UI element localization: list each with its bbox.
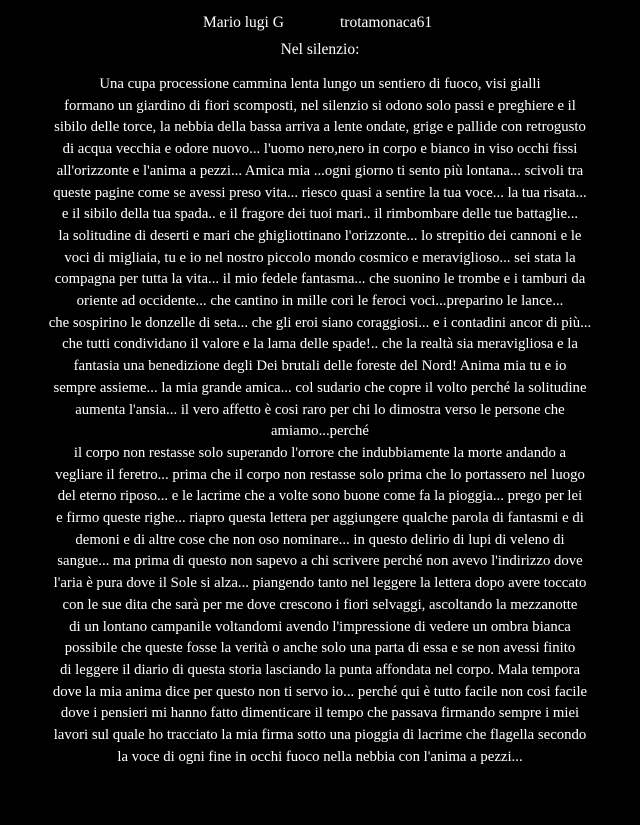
header [0,12,640,34]
poem-line: del eterno riposo... e le lacrime che a volte sono buone come fa la pioggia... prego per lei [57,488,583,505]
poem-title: Nel silenzio: [280,41,360,58]
poem-line: che sospirino le donzelle di seta... che gli eroi siano coraggiosi... e i contadini ancor di più... [48,314,592,331]
author-name: Mario lugi G [203,14,284,31]
poem-line: fantasia una benedizione degli Dei brutali delle foreste del Nord! Anima mia tu e io [73,358,567,375]
poem-line: la voce di ogni fine in occhi fuoco nella nebbia con l'anima a pezzi... [117,748,523,765]
poem-line: con le sue dita che sarà per me dove crescono i fiori selvaggi, ascoltando la mezzanotte [62,596,578,613]
poem-line: sibilo delle torce, la nebbia della bassa arriva a lente ondate, grige e pallide con retrogusto [54,119,586,136]
poem-line: che tutti condividano il valore e la lama delle spade!.. che la realtà sia meravigliosa e la [62,336,578,353]
poem-line: di un lontano campanile voltandomi avendo l'impressione di vedere un ombra bianca [69,618,571,635]
poem-line: amiamo...perché [271,423,369,440]
poem-line: oriente ad occidente... che cantino in mille cori le feroci voci...preparino le lance... [76,293,564,310]
poem-line: la solitudine di deserti e mari che ghigliottinano l'orizzonte... lo strepitio dei cannoni e le [58,227,582,244]
poem-line: Una cupa processione cammina lenta lungo un sentiero di fuoco, visi gialli [99,76,541,92]
poem-line: di leggere il diario di questa storia lasciando la punta affondata nel corpo. Mala tempora [59,661,581,678]
poem-body [0,74,640,769]
poem-line: sangue... ma prima di questo non sapevo a chi scrivere perché non avevo l'indirizzo dove [57,553,583,570]
poem-line: e il sibilo della tua spada.. e il fragore dei tuoi mari.. il rimbombare delle tue battaglie... [61,206,579,223]
poem-line: queste pagine come se avessi preso vita... riesco quasi a sentire la tua voce... la tua risata... [53,184,587,201]
poem-line: possibile che queste fosse la verità o anche solo una parta di essa e se non avessi finito [64,640,576,657]
poem-line: dove la mia anima dice per questo non ti servo io... perché qui è tutto facile non cosi facile [52,683,588,700]
poem-line: di acqua vecchia e odore nuovo... l'uomo nero,nero in corpo e bianco in viso occhi fissi [62,141,578,158]
poem-line: compagna per tutta la vita... il mio fedele fantasma... che suonino le trombe e i tamburi da [54,271,586,288]
poem-line: e firmo queste righe... riapro questa lettera per aggiungere qualche parola di fantasmi e di [56,510,584,527]
poem-line: sempre assieme... la mia grande amica... col sudario che copre il volto perché la solitudine [53,379,587,396]
poem-line: il corpo non restasse solo superando l'orrore che indubbiamente la morte andando a [73,444,567,461]
poem-line: dove i pensieri mi hanno fatto dimenticare il tempo che passava firmando sempre i miei [60,705,580,722]
author-handle: trotamonaca61 [340,14,433,31]
poem-line: aumenta l'ansia... il vero affetto è cosi raro per chi lo dimostra verso le persone che [75,401,565,418]
poem-line: all'orizzonte e l'anima a pezzi... Amica mia ...ogni giorno ti sento più lontana... scivoli tra [56,162,584,179]
poem-line: demoni e di altre cose che non oso nominare... in questo delirio di lupi di veleno di [75,531,565,548]
poem-line: l'aria è pura dove il Sole si alza... piangendo tanto nel leggere la lettera dopo avere toccato [53,575,587,592]
poem-line: voci di migliaia, tu e io nel nostro piccolo mondo cosmico e meraviglioso... sei stata la [64,249,576,266]
poem-line: lavori sul quale ho tracciato la mia firma sotto una pioggia di lacrime che flagella secondo [53,727,587,744]
poem-line: formano un giardino di fiori scomposti, nel silenzio si odono solo passi e preghiere e il [64,97,576,114]
poem-line: vegliare il feretro... prima che il corpo non restasse solo prima che lo portassero nel luogo [55,466,585,483]
